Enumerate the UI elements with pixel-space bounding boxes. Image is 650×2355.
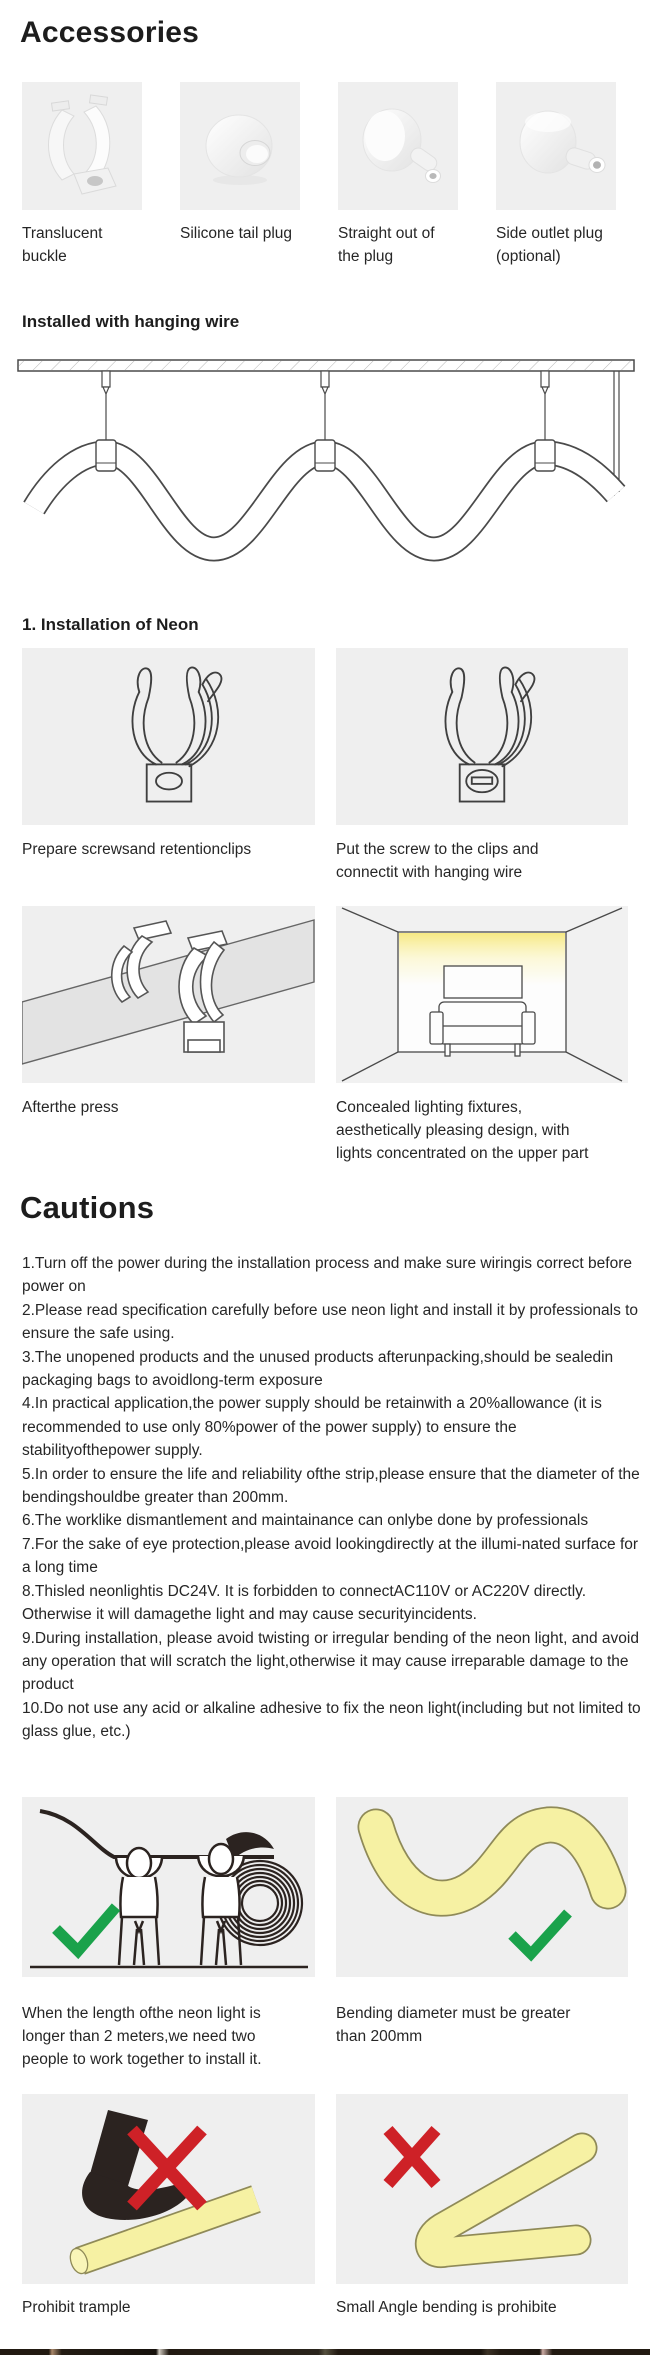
accessory-label: Side outlet plug (optional) (496, 225, 603, 265)
caution-item: 4.In practical application,the power supply should be retainwith a 20%allowance (it is recommended to use only 80%power of the power supply) to ensure the stabilityofthepower supply. (22, 1395, 602, 1460)
installation-step-panel (22, 648, 315, 825)
hanging-section-title: Installed with hanging wire (22, 312, 240, 331)
installation-step-caption: Afterthe press (22, 1099, 119, 1116)
guideline-panel (22, 2094, 315, 2284)
buckle-icon (24, 84, 140, 208)
installation-title: 1. Installation of Neon (22, 615, 199, 634)
caution-item: 8.Thisled neonlightis DC24V. It is forbidden to connectAC110V or AC220V directly. Otherwise it will damagethe light and may cause securityincidents. (22, 1582, 587, 1624)
cautions-title: Cautions (20, 1190, 155, 1225)
large-bend-ok-icon (336, 1797, 628, 1977)
guideline-caption: Bending diameter must be greater than 200mm (336, 2005, 571, 2045)
cross-icon (388, 2130, 436, 2184)
accessory-label: Straight out of the plug (338, 225, 435, 265)
guideline-panel (22, 1797, 315, 1977)
guideline-panel (336, 1797, 628, 1977)
trample-icon (22, 2094, 315, 2284)
caution-item: 10.Do not use any acid or alkaline adhesive to fix the neon light(including but not limited to glass glue, etc.) (22, 1699, 641, 1741)
check-icon (512, 1913, 568, 1954)
clip-with-screw-icon (417, 657, 547, 817)
caution-item: 1.Turn off the power during the installation process and make sure wiringis correct before power on (22, 1255, 632, 1296)
accessory-panel (180, 82, 300, 210)
caution-item: 5.In order to ensure the life and reliability ofthe strip,please ensure that the diameter of the bendingshouldbe greater than 200mm. (22, 1465, 640, 1507)
two-people-carry-icon (22, 1797, 315, 1977)
cautions-list (22, 1252, 642, 1744)
accessory-panel (338, 82, 458, 210)
straight-plug-icon (340, 84, 456, 208)
installation-step-caption: Concealed lighting fixtures, aesthetically pleasing design, with lights concentrated on the upper part (336, 1099, 589, 1162)
caution-item: 7.For the sake of eye protection,please avoid lookingdirectly at the illumi-nated surface for a long time (22, 1535, 639, 1577)
accessory-label: Translucent buckle (22, 225, 103, 265)
tail-plug-icon (182, 84, 298, 208)
accessories-title: Accessories (20, 16, 199, 49)
installation-step-panel (336, 906, 628, 1083)
clip-pressed-on-tube-icon (22, 906, 315, 1083)
accessory-label: Silicone tail plug (180, 225, 293, 242)
sharp-bend-icon (336, 2094, 628, 2284)
guideline-caption: Small Angle bending is prohibite (336, 2299, 557, 2316)
installation-step-caption: Put the screw to the clips and connectit with hanging wire (336, 841, 539, 881)
guideline-caption: When the length ofthe neon light is longer than 2 meters,we need two people to work together to install it. (22, 2005, 262, 2068)
side-outlet-plug-icon (498, 84, 614, 208)
caution-item: 9.During installation, please avoid twisting or irregular bending of the neon light, and avoid any operation that will scratch the light,otherwise it may cause irreparable damage to the product (22, 1629, 639, 1694)
guideline-panel (336, 2094, 628, 2284)
caution-item: 2.Please read specification carefully before use neon light and install it by professionals to ensure the safe using. (22, 1301, 639, 1343)
installation-step-panel (336, 648, 628, 825)
photo-strip (0, 2349, 650, 2355)
hanging-wire-diagram (10, 356, 642, 574)
check-icon (56, 1907, 116, 1951)
accessory-panel (496, 82, 616, 210)
caution-item: 6.The worklike dismantlement and maintainance can onlybe done by professionals (22, 1512, 589, 1530)
retention-clip-icon (104, 657, 234, 817)
caution-item: 3.The unopened products and the unused products afterunpacking,should be sealedin packaging bags to avoidlong-term exposure (22, 1348, 614, 1390)
guideline-caption: Prohibit trample (22, 2299, 131, 2316)
room-lighting-icon (336, 906, 628, 1083)
installation-step-caption: Prepare screwsand retentionclips (22, 841, 252, 858)
accessory-panel (22, 82, 142, 210)
installation-step-panel (22, 906, 315, 1083)
